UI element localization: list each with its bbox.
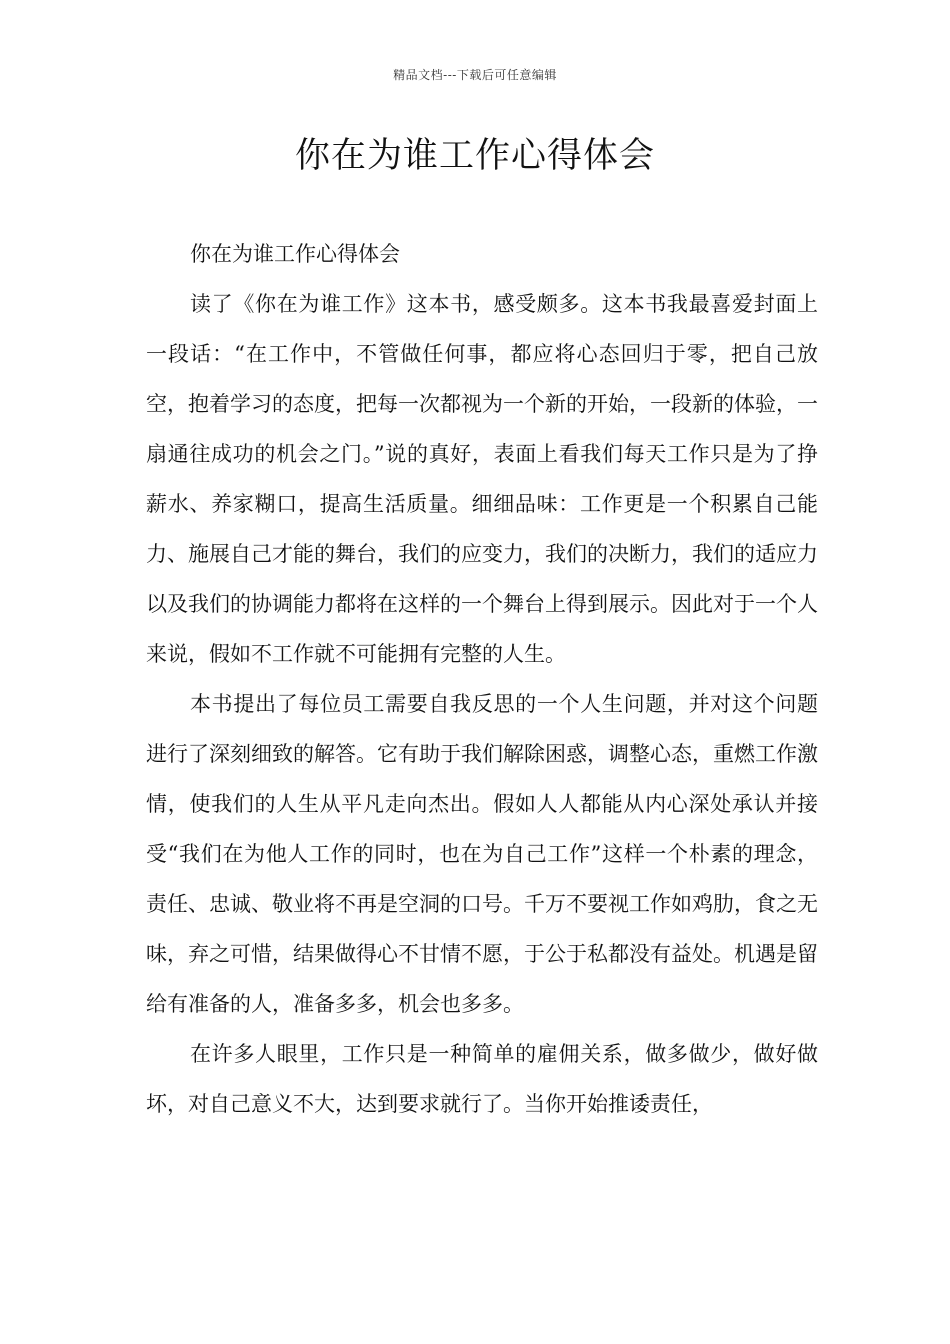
body-paragraph: 在许多人眼里，工作只是一种简单的雇佣关系，做多做少，做好做坏，对自己意义不大，达到要求就行了。当你开始推诿责任， (146, 1042, 818, 1116)
header-note: 精品文档---下载后可任意编辑 (393, 68, 557, 82)
document-title: 你在为谁工作心得体会 (294, 136, 655, 176)
body-paragraph: 读了《你在为谁工作》这本书，感受颇多。这本书我最喜爱封面上一段话：“在工作中，不管做任何事，都应将心态回归于零，把自己放空，抱着学习的态度，把每一次都视为一个新的开始，一段新的体验，一扇通往成功的机会之门。”说的真好，表面上看我们每天工作只是为了挣薪水、养家糊口，提高生活质量。细细品味：工作更是一个积累自己能力、施展自己才能的舞台，我们的应变力，我们的决断力，我们的适应力以及我们的协调能力都将在这样的一个舞台上得到展示。因此对于一个人来说，假如不工作就不可能拥有完整的人生。 (146, 292, 818, 666)
body-paragraph: 本书提出了每位员工需要自我反思的一个人生问题，并对这个问题进行了深刻细致的解答。它有助于我们解除困惑，调整心态，重燃工作激情，使我们的人生从平凡走向杰出。假如人人都能从内心深处承认并接受“我们在为他人工作的同时，也在为自己工作”这样一个朴素的理念，责任、忠诚、敬业将不再是空洞的口号。千万不要视工作如鸡肋，食之无味，弃之可惜，结果做得心不甘情不愿，于公于私都没有益处。机遇是留给有准备的人，准备多多，机会也多多。 (146, 692, 818, 1016)
document-body (146, 229, 818, 1129)
body-paragraph: 你在为谁工作心得体会 (190, 242, 400, 266)
